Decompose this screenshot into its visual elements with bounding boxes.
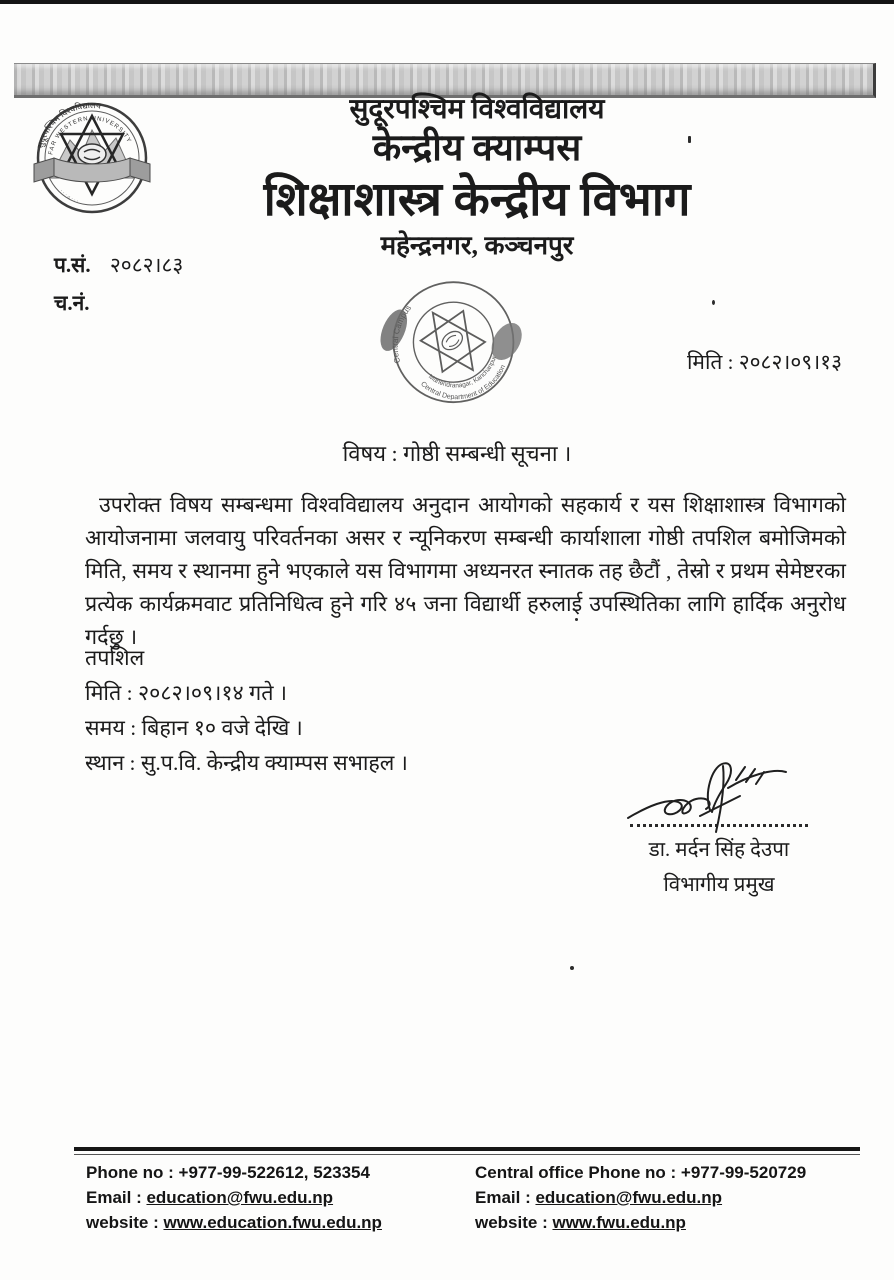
footer-email-right-row <box>475 1185 864 1210</box>
scan-top-edge <box>0 0 894 4</box>
footer-divider-thick <box>74 1147 860 1151</box>
footer-email-left-label: Email : <box>86 1188 147 1207</box>
address-line: महेन्द्रनगर, कञ्चनपुर <box>380 230 574 260</box>
footer-right-column <box>475 1160 864 1235</box>
letter-date: मिति : २०८२।०९।१३ <box>686 350 842 374</box>
subject-line: विषय : गोष्ठी सम्बन्धी सूचना । <box>342 441 572 466</box>
department-stamp-icon <box>339 231 569 455</box>
footer-email-right-link[interactable]: education@fwu.edu.np <box>535 1188 723 1207</box>
stamp-ring-middle-text: Central Department of Education <box>419 364 508 402</box>
seal-ring-english-text: FAR WESTERN UNIVERSITY <box>48 115 132 156</box>
details-venue: स्थान : सु.प.वि. केन्द्रीय क्याम्पस सभाहल । <box>85 751 408 775</box>
footer-email-left-row <box>86 1185 475 1210</box>
details-time: समय : बिहान १० वजे देखि । <box>85 716 303 740</box>
footer-website-right-row <box>475 1210 864 1235</box>
patra-sankhya-value: २०८२।८३ <box>109 253 184 277</box>
footer-email-left-link[interactable]: education@fwu.edu.np <box>146 1188 334 1207</box>
scan-speck <box>575 618 578 621</box>
footer-phone-left: Phone no : +977-99-522612, 523354 <box>86 1163 370 1182</box>
department-round-stamp <box>339 231 569 455</box>
scan-artifact-band <box>14 63 876 98</box>
chalani-number-label: च.नं. <box>54 291 90 315</box>
stamp-ring-top-text: Central Campus <box>390 303 414 365</box>
footer-email-right-label: Email : <box>475 1188 536 1207</box>
reference-block <box>54 246 183 322</box>
body-paragraph: उपरोक्त विषय सम्बन्धमा विश्वविद्यालय अनुदान आयोगको सहकार्य र यस शिक्षाशास्त्र विभागको आयोजनामा जलवायु परिवर्तनका असर र न्यूनिकरण सम्बन्धी कार्याशाला गोष्ठी तपशिल बमोजिमको मिति, समय र स्थानमा हुने भएकाले यस विभागमा अध्यनरत स्नातक तह छैटौं , तेस्रो र प्रथम सेमेष्टरका प्रत्येक कार्यक्रमवाट प्रतिनिधित्व हुने गरि ४५ जना विद्यार्थी हरुलाई उपस्थितिका लागि हार्दिक अनुरोध गर्दछु । <box>85 493 846 649</box>
seal-ring-devanagari-text: सुदूरपश्चिम विश्वविद्यालय <box>35 99 102 150</box>
campus-name: केन्द्रीय क्याम्पस <box>372 128 582 170</box>
university-name: सुदूरपश्चिम विश्वविद्यालय <box>349 94 605 125</box>
stamp-ring-bottom-text: Mahendranagar, Kanchanpur <box>427 355 499 390</box>
details-block <box>85 641 408 781</box>
patra-sankhya-label: प.सं. <box>54 253 91 277</box>
signatory-name: डा. मर्दन सिंह देउपा <box>648 839 790 861</box>
footer-contact-block <box>86 1160 864 1235</box>
footer-divider-thin <box>74 1154 860 1155</box>
footer-website-right-link[interactable]: www.fwu.edu.np <box>552 1213 686 1232</box>
department-name: शिक्षाशास्त्र केन्द्रीय विभाग <box>263 173 691 226</box>
signatory-title: विभागीय प्रमुख <box>663 874 775 896</box>
footer-website-left-label: website : <box>86 1213 164 1232</box>
scan-speck <box>570 966 574 970</box>
scan-speck <box>688 136 691 143</box>
footer-website-left-link[interactable]: www.education.fwu.edu.np <box>163 1213 382 1232</box>
signature-block <box>614 758 824 898</box>
details-heading: तपशिल <box>85 646 145 670</box>
seal-ring-bottom-dots: · · · ۞ · · · <box>58 188 80 205</box>
signature-dotted-line <box>630 824 808 827</box>
scan-speck <box>712 300 715 305</box>
footer-website-left-row <box>86 1210 475 1235</box>
details-date: मिति : २०८२।०९।१४ गते । <box>85 681 287 705</box>
footer-left-column <box>86 1160 475 1235</box>
footer-phone-right: Central office Phone no : +977-99-520729 <box>475 1163 807 1182</box>
footer-website-right-label: website : <box>475 1213 553 1232</box>
